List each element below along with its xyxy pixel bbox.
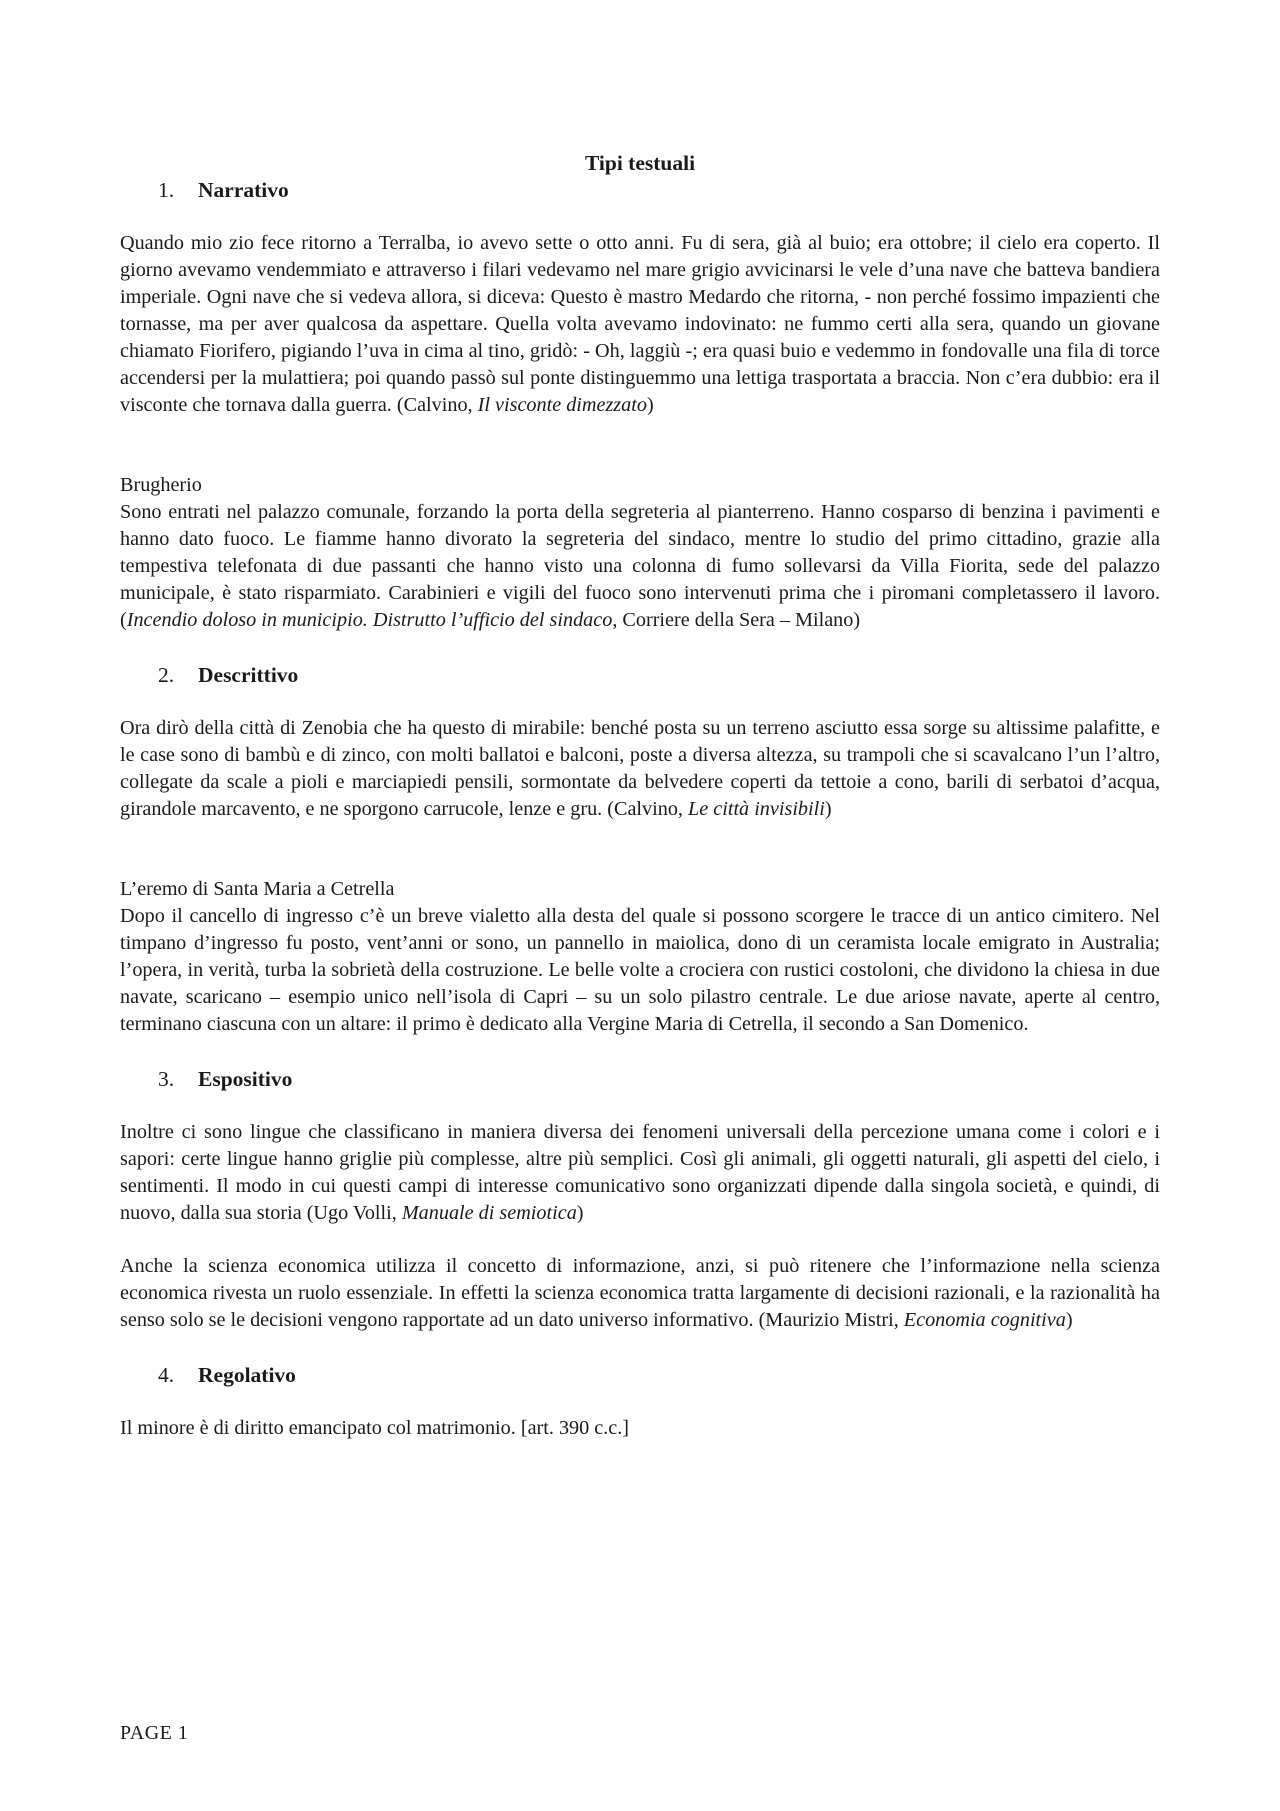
page-title: Tipi testuali (584, 151, 696, 175)
section-heading-descrittivo (120, 662, 1160, 689)
section-number: 1. (158, 178, 175, 202)
section-title: Regolativo (198, 1363, 296, 1387)
paragraph-narrativo-calvino: Quando mio zio fece ritorno a Terralba, io avevo sette o otto anni. Fu di sera, già al buio; era ottobre; il cielo era coperto. Il giorno avevamo vendemmiato e attraverso i filari vedevamo nel mare grigio avvicinarsi le vele d’una nave che batteva bandiera imperiale. Ogni nave che si vedeva allora, si diceva: Questo è mastro Medardo che ritorna, - non perché fossimo impazienti che tornasse, ma per aver qualcosa da aspettare. Quella volta avevamo indovinato: ne fummo certi alla sera, quando un giovane chiamato Fiorifero, pigiando l’uva in cima al tino, gridò: - Oh, laggiù -; era quasi buio e vedemmo in fondovalle una fila di torce accendersi per la mulattiera; poi quando passò sul ponte distinguemmo una lettiga trasportata a braccia. Non c’era dubbio: era il visconte che tornava dalla guerra. (Calvino, Il visconte dimezzato) (120, 232, 1160, 416)
paragraph-descrittivo-zenobia: Ora dirò della città di Zenobia che ha questo di mirabile: benché posta su un terreno asciutto essa sorge su altissime palafitte, e le case sono di bambù e di zinco, con molti ballatoi e balconi, poste a diversa altezza, su trampoli che si scavalcano l’un l’altro, collegate da scale a pioli e marciapiedi pensili, sormontate da belvedere coperti da tettoie a cono, barili di serbatoi d’acqua, girandole marcavento, e ne sporgono carrucole, lenze e gru. (Calvino, Le città invisibili) (120, 717, 1160, 820)
paragraph-espositivo-mistri: Anche la scienza economica utilizza il concetto di informazione, anzi, si può ritenere che l’informazione nella scienza economica rivesta un ruolo essenziale. In effetti la scienza economica tratta largamente di decisioni razionali, e la razionalità ha senso solo se le decisioni vengono rapportate ad un dato universo informativo. (Maurizio Mistri, Economia cognitiva) (120, 1255, 1160, 1331)
paragraph-regolativo: Il minore è di diritto emancipato col matrimonio. [art. 390 c.c.] (120, 1417, 630, 1439)
paragraph-label-brugherio: Brugherio (120, 474, 202, 496)
page-number: 1 (177, 1722, 189, 1744)
page-label: PAGE (120, 1722, 173, 1744)
paragraph-label-cetrella: L’eremo di Santa Maria a Cetrella (120, 878, 395, 900)
citation-title: Le città invisibili (688, 798, 825, 820)
section-title: Descrittivo (198, 663, 299, 687)
citation-title: Manuale di semiotica (401, 1202, 577, 1224)
section-number: 2. (158, 663, 175, 687)
section-heading-regolativo (120, 1362, 1160, 1389)
document-body (120, 150, 1160, 1442)
section-heading-narrativo (120, 177, 1160, 204)
section-title: Espositivo (198, 1067, 293, 1091)
paragraph-narrativo-brugherio: Sono entrati nel palazzo comunale, forzando la porta della segreteria al pianterreno. Hanno cosparso di benzina i pavimenti e hanno dato fuoco. Le fiamme hanno divorato la segreteria del sindaco, mentre lo studio del primo cittadino, grazie alla tempestiva telefonata di due passanti che hanno visto una colonna di fumo sollevarsi da Villa Fiorita, sede del palazzo municipale, è stato risparmiato. Carabinieri e vigili del fuoco sono intervenuti prima che i piromani completassero il lavoro. (Incendio doloso in municipio. Distrutto l’ufficio del sindaco, Corriere della Sera – Milano) (120, 501, 1160, 631)
page-footer (120, 1722, 188, 1745)
citation-title: Economia cognitiva (903, 1309, 1066, 1331)
paragraph-espositivo-volli: Inoltre ci sono lingue che classificano in maniera diversa dei fenomeni universali della percezione umana come i colori e i sapori: certe lingue hanno griglie più complesse, altre più semplici. Così gli animali, gli oggetti naturali, gli aspetti del cielo, i sentimenti. Il modo in cui questi campi di interesse comunicativo sono organizzati dipende dalla singola società, e quindi, di nuovo, dalla sua storia (Ugo Volli, Manuale di semiotica) (120, 1121, 1160, 1224)
citation-title: Il visconte dimezzato (477, 394, 647, 416)
section-number: 4. (158, 1363, 175, 1387)
citation-title: Incendio doloso in municipio. Distrutto l’ufficio del sindaco (126, 609, 613, 631)
section-number: 3. (158, 1067, 175, 1091)
paragraph-descrittivo-cetrella: Dopo il cancello di ingresso c’è un breve vialetto alla desta del quale si possono scorgere le tracce di un antico cimitero. Nel timpano d’ingresso fu posto, vent’anni or sono, un pannello in maiolica, dono di un ceramista locale emigrato in Australia; l’opera, in verità, turba la sobrietà della costruzione. Le belle volte a crociera con rustici costoloni, che dividono la chiesa in due navate, scaricano – esempio unico nell’isola di Capri – su un solo pilastro centrale. Le due ariose navate, aperte al centro, terminano ciascuna con un altare: il primo è dedicato alla Vergine Maria di Cetrella, il secondo a San Domenico. (120, 905, 1160, 1035)
section-heading-espositivo (120, 1066, 1160, 1093)
section-title: Narrativo (198, 178, 289, 202)
